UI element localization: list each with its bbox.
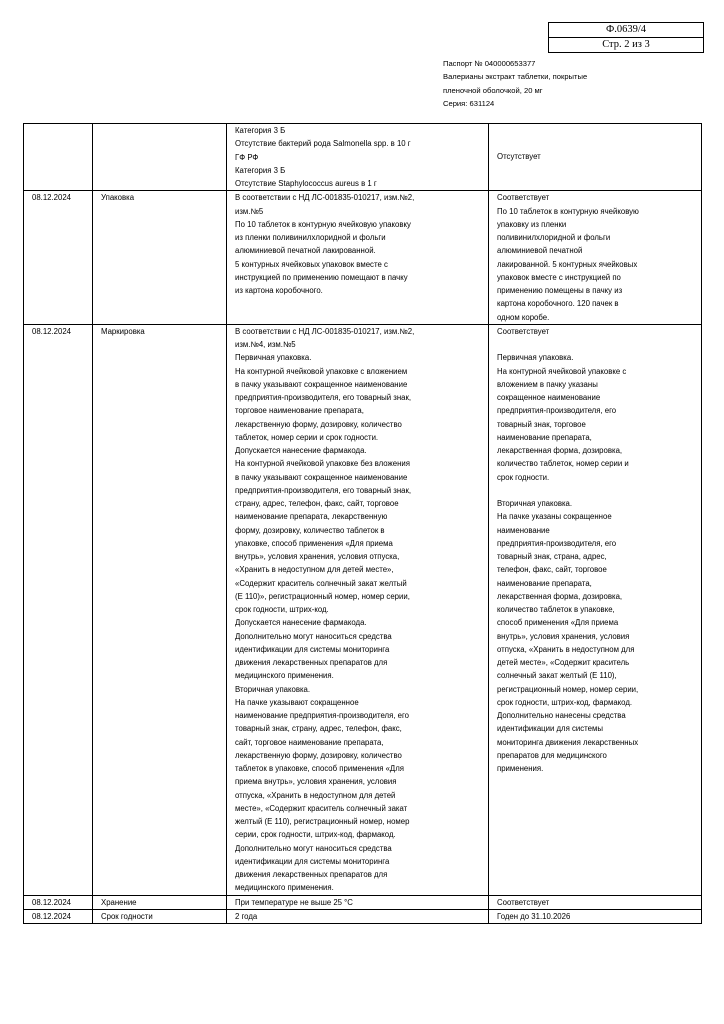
requirement-line: изм.№5	[235, 206, 264, 216]
cell-result	[489, 909, 702, 923]
cell-indicator-name: Упаковка	[93, 191, 227, 325]
requirement-line: месте», «Содержит краситель солнечный закат	[235, 803, 408, 813]
requirement-line: срок годности, штрих-код.	[235, 605, 329, 614]
result-line: Вторичная упаковка.	[497, 499, 573, 508]
cell-date	[24, 124, 93, 191]
cell-indicator-name: Хранение	[93, 895, 227, 909]
page-number: Стр. 2 из 3	[549, 37, 703, 52]
result-line: лекарственная форма, дозировка,	[497, 446, 623, 455]
requirement-line: торговое наименование препарата,	[235, 406, 364, 416]
result-line: Соответствует	[497, 326, 550, 336]
result-line	[497, 338, 697, 351]
cell-date: 08.12.2024	[24, 909, 93, 923]
requirement-line: отпуска, «Хранить в недоступном для детей	[235, 790, 396, 800]
result-line: предприятия-производителя, его	[497, 538, 617, 548]
requirement-line: «Хранить в недоступном для детей месте»,	[235, 565, 394, 575]
requirement-line: серии, срок годности, штрих-код, фармакод.	[235, 830, 396, 840]
result-line: сокращенное наименование	[497, 393, 601, 402]
cell-date: 08.12.2024	[24, 191, 93, 325]
result-line: картона коробочного. 120 пачек в	[497, 299, 619, 309]
table-row	[24, 895, 702, 909]
cell-indicator-name: Маркировка	[93, 324, 227, 895]
batch-number: Серия: 631124	[443, 98, 495, 108]
result-line: поливинилхлоридной и фольги	[497, 233, 611, 242]
requirement-line: идентификации для системы мониторинга	[235, 856, 390, 866]
table-row	[24, 324, 702, 895]
cell-result	[489, 895, 702, 909]
result-line: упаковок вместе с инструкцией по	[497, 272, 621, 282]
requirement-line: 2 года	[235, 911, 258, 921]
requirement-line: приема внутрь», условия хранения, условия	[235, 777, 397, 787]
result-line: упаковку из пленки	[497, 219, 567, 229]
result-line: Соответствует	[497, 897, 550, 907]
requirement-line: По 10 таблеток в контурную ячейковую упаковку	[235, 219, 411, 229]
requirement-line: Категория 3 Б	[235, 165, 286, 175]
requirement-line: 5 контурных ячейковых упаковок вместе с	[235, 259, 388, 269]
requirement-line: наименование препарата, лекарственную	[235, 512, 388, 522]
requirement-line: из пленки поливинилхлоридной и фольги	[235, 233, 386, 242]
result-line: лекарственная форма, дозировка,	[497, 591, 623, 601]
result-line: применению помещены в пачку из	[497, 286, 623, 295]
requirement-line: На пачке указывают сокращенное	[235, 697, 359, 707]
requirement-line: форму, дозировку, количество таблеток в	[235, 525, 385, 535]
result-line: наименование препарата,	[497, 578, 592, 588]
requirement-line: лекарственную форму, дозировку, количество	[235, 750, 402, 760]
cell-indicator-name	[93, 124, 227, 191]
result-line: Соответствует	[497, 193, 550, 203]
table-row	[24, 191, 702, 325]
result-line: применения.	[497, 764, 544, 773]
result-line: По 10 таблеток в контурную ячейковую	[497, 206, 639, 216]
cell-result	[489, 191, 702, 325]
result-line: товарный знак, страна, адрес,	[497, 552, 607, 561]
result-line: На пачке указаны сокращенное	[497, 512, 612, 522]
requirement-line: желтый (Е 110), регистрационный номер, номер	[235, 817, 410, 826]
table-row	[24, 909, 702, 923]
requirement-line: Дополнительно могут наноситься средства	[235, 843, 392, 853]
test-results-table	[23, 123, 702, 924]
requirement-line: (Е 110)», регистрационный номер, номер серии,	[235, 591, 410, 601]
result-line: солнечный закат желтый (Е 110),	[497, 671, 617, 681]
result-line: Первичная упаковка.	[497, 353, 574, 363]
requirement-line: Отсутствие бактерий рода Salmonella spp. в 10 г	[235, 139, 411, 149]
requirement-line: «Содержит краситель солнечный закат желтый	[235, 578, 407, 588]
requirement-line: страну, адрес, телефон, факс, сайт, торговое	[235, 499, 399, 508]
result-line: товарный знак, торговое	[497, 419, 586, 429]
requirement-line: изм.№4, изм.№5	[235, 340, 296, 349]
cell-requirement	[227, 909, 489, 923]
requirement-line: из картона коробочного.	[235, 286, 323, 295]
requirement-line: Допускается нанесение фармакода.	[235, 618, 367, 628]
cell-indicator-name: Срок годности	[93, 909, 227, 923]
result-spacer	[497, 124, 697, 137]
result-line: количество таблеток, номер серии и	[497, 459, 629, 469]
requirement-line: упаковке, способ применения «Для приема	[235, 538, 393, 548]
result-line: срок годности, штрих-код, фармакод.	[497, 697, 633, 707]
requirement-line: медицинского применения.	[235, 671, 334, 681]
requirement-line: в пачку указывают сокращенное наименование	[235, 379, 408, 389]
requirement-line: в пачку указывают сокращенное наименование	[235, 472, 408, 482]
result-line: мониторинга движения лекарственных	[497, 737, 639, 747]
requirement-line: таблеток в упаковке, способ применения «Для	[235, 764, 404, 773]
cell-date: 08.12.2024	[24, 324, 93, 895]
requirement-line: движения лекарственных препаратов для	[235, 870, 388, 879]
table-row	[24, 124, 702, 191]
result-line: срок годности.	[497, 472, 550, 482]
product-name-line-2: пленочной оболочкой, 20 мг	[443, 85, 543, 95]
result-line: предприятия-производителя, его	[497, 406, 617, 416]
cell-requirement	[227, 324, 489, 895]
requirement-line: предприятия-производителя, его товарный знак,	[235, 485, 412, 495]
requirement-line: На контурной ячейковой упаковке без вложения	[235, 459, 410, 469]
result-line: На контурной ячейковой упаковке с	[497, 366, 627, 376]
cell-requirement	[227, 895, 489, 909]
requirement-line: Отсутствие Staphylococcus aureus в 1 г	[235, 179, 377, 188]
requirement-line: медицинского применения.	[235, 883, 334, 893]
requirement-line: инструкцией по применению помещают в пачку	[235, 272, 408, 282]
result-line: препаратов для медицинского	[497, 750, 607, 760]
cell-requirement	[227, 191, 489, 325]
passport-number: Паспорт № 040000653377	[443, 59, 536, 68]
requirement-line: Категория 3 Б	[235, 126, 286, 135]
requirement-line: сайт, торговое наименование препарата,	[235, 737, 384, 747]
result-line: Дополнительно нанесены средства	[497, 711, 626, 720]
form-code: Ф.0639/4	[605, 24, 647, 35]
requirement-line: На контурной ячейковой упаковке с вложением	[235, 366, 408, 376]
cell-date: 08.12.2024	[24, 895, 93, 909]
requirement-line: Первичная упаковка.	[235, 353, 312, 363]
result-line: вложением в пачку указаны	[497, 379, 598, 389]
requirement-line: В соответствии с НД ЛС-001835-010217, изм.№2,	[235, 193, 415, 203]
passport-info	[443, 57, 713, 110]
requirement-line: лекарственную форму, дозировку, количество	[235, 419, 402, 429]
result-line: телефон, факс, сайт, торговое	[497, 565, 607, 575]
requirement-line: При температуре не выше 25 °С	[235, 897, 353, 907]
requirement-line: таблеток, номер серии и срок годности.	[235, 432, 379, 442]
cell-result	[489, 124, 702, 191]
result-line: количество таблеток в упаковке,	[497, 605, 615, 614]
result-line: внутрь», условия хранения, условия	[497, 631, 630, 641]
requirement-line: товарный знак, страну, адрес, телефон, факс,	[235, 724, 402, 734]
result-line: детей месте», «Содержит краситель	[497, 658, 630, 667]
result-line: способ применения «Для приема	[497, 618, 619, 628]
requirement-line: Вторичная упаковка.	[235, 684, 311, 694]
result-line: регистрационный номер, номер серии,	[497, 684, 639, 694]
form-code-box	[548, 22, 704, 53]
result-line: одном коробе.	[497, 312, 550, 322]
requirement-line: В соответствии с НД ЛС-001835-010217, изм.№2,	[235, 326, 415, 336]
result-line: лакированной. 5 контурных ячейковых	[497, 259, 638, 269]
cell-requirement	[227, 124, 489, 191]
result-line: отпуска, «Хранить в недоступном для	[497, 644, 635, 654]
result-line: Отсутствует	[497, 152, 541, 161]
requirement-line: движения лекарственных препаратов для	[235, 658, 388, 667]
result-line: алюминиевой печатной	[497, 246, 583, 256]
product-name-line-1: Валерианы экстракт таблетки, покрытые	[443, 72, 588, 82]
requirement-line: наименование предприятия-производителя, его	[235, 711, 410, 720]
requirement-line: алюминиевой печатной лакированной.	[235, 246, 376, 256]
requirement-line: идентификации для системы мониторинга	[235, 644, 390, 654]
requirement-line: ГФ РФ	[235, 152, 259, 162]
result-line: идентификации для системы	[497, 724, 603, 734]
result-line	[497, 484, 697, 497]
requirement-line: внутрь», условия хранения, условия отпуска,	[235, 552, 400, 561]
requirement-line: Дополнительно могут наноситься средства	[235, 631, 392, 641]
requirement-line: предприятия-производителя, его товарный знак,	[235, 393, 412, 402]
cell-result	[489, 324, 702, 895]
result-line: наименование	[497, 525, 550, 535]
result-line: Годен до 31.10.2026	[497, 911, 571, 921]
result-spacer	[497, 137, 697, 150]
requirement-line: Допускается нанесение фармакода.	[235, 446, 367, 455]
result-line: наименование препарата,	[497, 432, 592, 442]
